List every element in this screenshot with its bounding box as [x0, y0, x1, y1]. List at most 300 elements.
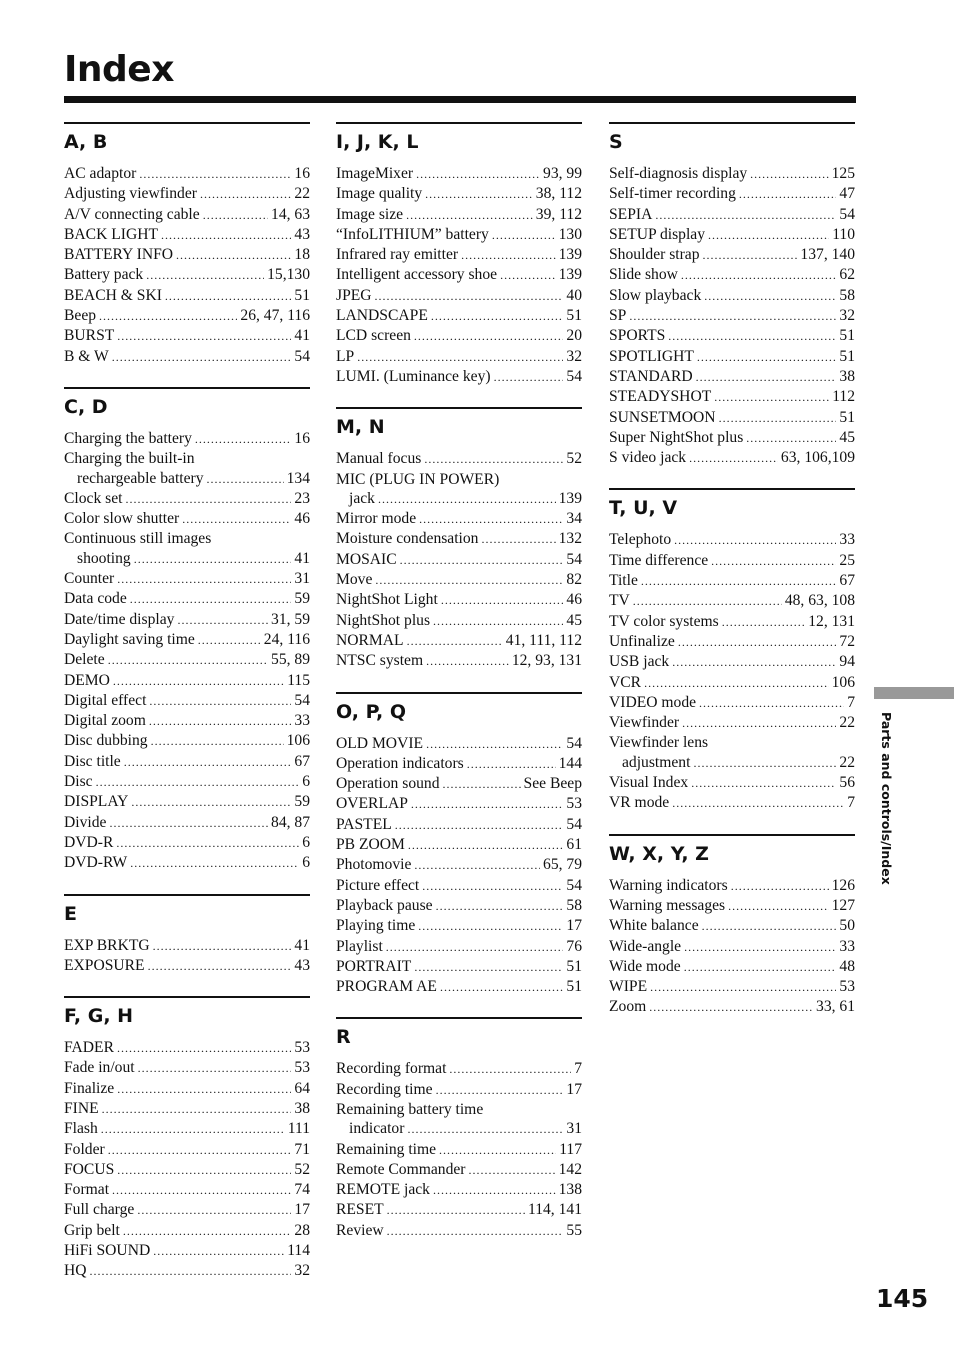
entry-pages: 32	[566, 347, 582, 365]
index-entry	[609, 265, 855, 285]
index-entry	[64, 225, 310, 245]
index-entry	[609, 306, 855, 326]
leader-dots	[149, 692, 291, 711]
entry-term: Zoom	[609, 998, 647, 1016]
entry-pages: 45	[566, 611, 582, 629]
entry-term: Full charge	[64, 1201, 135, 1219]
entry-pages: 84, 87	[271, 813, 310, 831]
entry-term: Viewfinder lens	[609, 734, 709, 752]
leader-dots	[406, 206, 533, 225]
leader-dots	[414, 856, 540, 875]
index-entry	[64, 549, 310, 569]
leader-dots	[407, 1120, 563, 1139]
index-entry	[64, 1079, 310, 1099]
leader-dots	[668, 327, 836, 346]
leader-dots	[117, 1080, 291, 1099]
entry-pages: 16	[294, 429, 310, 447]
entry-term: Wide-angle	[609, 937, 682, 955]
section-heading: F, G, H	[64, 1005, 134, 1028]
section-heading: M, N	[336, 416, 385, 439]
entry-pages: 58	[839, 286, 855, 304]
entry-term: TV color systems	[609, 612, 719, 630]
entry-term: Review	[336, 1221, 384, 1239]
entry-term: Adjusting viewfinder	[64, 185, 197, 203]
leader-dots	[424, 450, 563, 469]
index-section	[64, 894, 310, 977]
index-entry	[64, 630, 310, 650]
leader-dots	[116, 834, 299, 853]
entry-pages: 106	[831, 673, 855, 691]
leader-dots	[161, 226, 291, 245]
entry-pages: 12, 131	[808, 612, 855, 630]
leader-dots	[672, 794, 844, 813]
entry-term: LUMI. (Luminance key)	[336, 367, 491, 385]
leader-dots	[689, 449, 778, 468]
index-entry	[64, 569, 310, 589]
entry-term: Self-diagnosis display	[609, 165, 748, 182]
entry-pages: 46	[566, 591, 582, 609]
leader-dots	[433, 1181, 556, 1200]
entry-pages: 28	[294, 1221, 310, 1239]
leader-dots	[386, 938, 564, 957]
leader-dots	[439, 1141, 556, 1160]
entry-term: PROGRAM AE	[336, 978, 437, 996]
index-entry	[609, 591, 855, 611]
leader-dots	[449, 1060, 571, 1079]
leader-dots	[108, 651, 268, 670]
leader-dots	[378, 490, 556, 509]
entry-term: Charging the built-in	[64, 450, 195, 468]
entry-term: Remaining battery time	[336, 1100, 484, 1118]
index-entry	[64, 1261, 310, 1281]
leader-dots	[678, 633, 837, 652]
entry-term: Operation sound	[336, 775, 440, 793]
index-entry	[336, 876, 582, 896]
index-entry	[336, 590, 582, 610]
entry-term: PASTEL	[336, 815, 392, 833]
entry-pages: 125	[831, 165, 855, 182]
index-section	[64, 122, 310, 367]
leader-dots	[467, 755, 556, 774]
index-entry	[64, 489, 310, 509]
leader-dots	[728, 897, 829, 916]
entry-pages: 7	[574, 1060, 582, 1078]
entry-term: Intelligent accessory shoe	[336, 266, 498, 284]
entry-term: VR mode	[609, 794, 670, 812]
entry-term: Time difference	[609, 551, 709, 569]
leader-dots	[387, 1222, 564, 1241]
leader-dots	[198, 631, 261, 650]
entry-term: Disc	[64, 773, 93, 791]
index-entry	[64, 936, 310, 956]
index-entry	[336, 449, 582, 469]
index-entry	[336, 367, 582, 387]
entry-pages: 54	[566, 734, 582, 752]
index-entry	[609, 448, 855, 468]
entry-term: rechargeable battery	[77, 469, 204, 487]
entry-pages: 6	[302, 773, 310, 791]
entry-term: HiFi SOUND	[64, 1242, 151, 1260]
index-entry	[336, 1059, 582, 1079]
index-entry	[609, 205, 855, 225]
index-entry	[336, 916, 582, 936]
entry-pages: 43	[294, 225, 310, 243]
entry-term: Daylight saving time	[64, 630, 195, 648]
index-entry	[609, 977, 855, 997]
index-entry	[609, 693, 855, 713]
leader-dots	[375, 571, 563, 590]
entry-pages: 67	[839, 572, 855, 590]
entry-pages: 23	[294, 489, 310, 507]
index-entry	[609, 673, 855, 693]
leader-dots	[461, 246, 556, 265]
entry-term: Playlist	[336, 937, 383, 955]
leader-dots	[702, 917, 837, 936]
entry-term: EXPOSURE	[64, 956, 145, 974]
index-entry	[336, 1119, 582, 1139]
index-entry	[609, 530, 855, 550]
entry-pages: 139	[558, 489, 582, 507]
entry-term: Unfinalize	[609, 632, 675, 650]
index-entry	[64, 429, 310, 449]
entry-pages: 67	[294, 752, 310, 770]
entry-pages: 41, 111, 112	[505, 631, 582, 649]
entry-pages: 24, 116	[263, 630, 310, 648]
leader-dots	[411, 795, 563, 814]
leader-dots	[697, 348, 837, 367]
index-entry	[64, 1058, 310, 1078]
entry-term: FOCUS	[64, 1160, 115, 1178]
index-entry	[64, 265, 310, 285]
entry-term: DEMO	[64, 671, 110, 689]
leader-dots	[714, 388, 829, 407]
entry-term: Folder	[64, 1140, 105, 1158]
entry-pages: 22	[839, 753, 855, 771]
index-column-1	[64, 122, 310, 1302]
entry-pages: 17	[566, 917, 582, 935]
entry-pages: 94	[839, 653, 855, 671]
entry-pages: 33	[294, 712, 310, 730]
index-entry	[336, 265, 582, 285]
entry-term: LANDSCAPE	[336, 307, 428, 325]
entry-pages: 22	[294, 185, 310, 203]
entry-term: EXP BRKTG	[64, 936, 150, 954]
index-column-2	[336, 122, 582, 1261]
entry-term: ImageMixer	[336, 165, 414, 182]
entry-pages: 58	[566, 896, 582, 914]
entry-pages: 62	[839, 266, 855, 284]
leader-dots	[672, 653, 836, 672]
entry-term: MOSAIC	[336, 550, 397, 568]
entry-term: Title	[609, 572, 638, 590]
leader-dots	[633, 592, 782, 611]
entry-term: BACK LIGHT	[64, 225, 158, 243]
entry-term: Remaining time	[336, 1140, 437, 1158]
leader-dots	[117, 1039, 291, 1058]
entry-term: Telephoto	[609, 531, 672, 549]
entry-pages: 52	[566, 450, 582, 468]
entry-pages: 32	[839, 307, 855, 325]
index-entry	[609, 937, 855, 957]
entry-pages: 17	[566, 1080, 582, 1098]
leader-dots	[419, 510, 563, 529]
index-entry	[609, 571, 855, 591]
entry-pages: 65, 79	[543, 856, 582, 874]
leader-dots	[691, 774, 836, 793]
entry-term: Grip belt	[64, 1221, 120, 1239]
index-section	[336, 1017, 582, 1241]
leader-dots	[425, 185, 533, 204]
entry-term: REMOTE jack	[336, 1181, 430, 1199]
entry-pages: 54	[294, 347, 310, 365]
entry-pages: 48, 63, 108	[784, 592, 855, 610]
entry-term: Image quality	[336, 185, 423, 203]
index-entry	[336, 774, 582, 794]
index-entry	[64, 610, 310, 630]
entry-pages: 93, 99	[543, 165, 582, 182]
entry-pages: 6	[302, 854, 310, 872]
index-column-3	[609, 122, 855, 1038]
leader-dots	[139, 165, 291, 184]
index-entry	[336, 977, 582, 997]
entry-pages: 54	[566, 815, 582, 833]
leader-dots	[711, 552, 836, 571]
entry-pages: 54	[566, 550, 582, 568]
page-title: Index	[64, 49, 174, 90]
index-entry	[336, 1200, 582, 1220]
leader-dots	[440, 978, 563, 997]
entry-pages: 54	[566, 367, 582, 385]
index-entry	[64, 469, 310, 489]
leader-dots	[693, 754, 836, 773]
leader-dots	[426, 735, 563, 754]
leader-dots	[641, 572, 837, 591]
entry-term: Warning indicators	[609, 876, 728, 894]
leader-dots	[134, 550, 292, 569]
leader-dots	[117, 327, 291, 346]
entry-term: Digital zoom	[64, 712, 146, 730]
leader-dots	[176, 246, 291, 265]
index-entry	[609, 225, 855, 245]
leader-dots	[117, 570, 291, 589]
index-entry	[609, 347, 855, 367]
index-entry	[336, 245, 582, 265]
index-entry	[64, 731, 310, 751]
entry-term: STEADYSHOT	[609, 388, 712, 406]
index-entry	[64, 326, 310, 346]
entry-pages: 132	[558, 530, 582, 548]
leader-dots	[207, 470, 284, 489]
entry-pages: 110	[832, 225, 855, 243]
index-entry	[609, 612, 855, 632]
entry-pages: 59	[294, 793, 310, 811]
entry-term: Data code	[64, 590, 127, 608]
entry-pages: 33	[839, 531, 855, 549]
entry-term: Clock set	[64, 489, 123, 507]
section-heading: A, B	[64, 131, 108, 153]
entry-term: Charging the battery	[64, 429, 192, 447]
leader-dots	[699, 694, 844, 713]
index-entry	[336, 1160, 582, 1180]
leader-dots	[436, 1081, 564, 1100]
entry-term: USB jack	[609, 653, 670, 671]
index-section	[609, 122, 855, 468]
entry-term: AC adaptor	[64, 165, 137, 182]
index-entry	[64, 589, 310, 609]
entry-term: Digital effect	[64, 691, 147, 709]
page-number: 145	[876, 1284, 929, 1313]
index-entry	[609, 876, 855, 896]
leader-dots	[148, 957, 292, 976]
leader-dots	[431, 307, 564, 326]
index-entry	[336, 1080, 582, 1100]
leader-dots	[137, 1201, 291, 1220]
entry-term: Picture effect	[336, 876, 420, 894]
index-entry	[336, 896, 582, 916]
leader-dots	[400, 551, 564, 570]
entry-term: Self-timer recording	[609, 185, 736, 203]
leader-dots	[696, 368, 837, 387]
index-entry	[64, 792, 310, 812]
section-heading: O, P, Q	[336, 700, 406, 723]
index-entry	[64, 286, 310, 306]
index-section	[609, 488, 855, 813]
entry-pages: 134	[286, 469, 310, 487]
index-entry	[609, 367, 855, 387]
entry-term: Beep	[64, 307, 97, 325]
entry-term: Divide	[64, 813, 107, 831]
index-entry	[336, 754, 582, 774]
entry-pages: 51	[566, 307, 582, 325]
leader-dots	[149, 712, 292, 731]
entry-pages: 59	[294, 590, 310, 608]
index-entry	[609, 632, 855, 652]
leader-dots	[117, 1161, 291, 1180]
leader-dots	[408, 836, 564, 855]
entry-term: STANDARD	[609, 367, 693, 385]
leader-dots	[739, 185, 837, 204]
entry-pages: 31	[294, 570, 310, 588]
index-entry	[336, 489, 582, 509]
entry-pages: 41	[294, 936, 310, 954]
entry-pages: 45	[839, 428, 855, 446]
leader-dots	[500, 266, 556, 285]
index-entry	[64, 671, 310, 691]
entry-pages: 117	[559, 1140, 582, 1158]
entry-term: FADER	[64, 1039, 114, 1057]
entry-term: SETUP display	[609, 225, 706, 243]
leader-dots	[418, 917, 563, 936]
index-entry	[336, 347, 582, 367]
index-entry	[64, 711, 310, 731]
entry-pages: 55, 89	[271, 651, 310, 669]
leader-dots	[195, 430, 292, 449]
entry-pages: 14, 63	[271, 205, 310, 223]
entry-term: Continuous still images	[64, 530, 212, 548]
entry-term: RESET	[336, 1201, 384, 1219]
index-entry	[336, 611, 582, 631]
entry-pages: 41	[294, 327, 310, 345]
leader-dots	[414, 958, 563, 977]
entry-pages: 18	[294, 246, 310, 264]
index-section	[609, 834, 855, 1018]
entry-term: SP	[609, 307, 627, 325]
leader-dots	[414, 327, 563, 346]
index-entry	[64, 1038, 310, 1058]
leader-dots	[113, 672, 284, 691]
index-entry	[609, 997, 855, 1017]
leader-dots	[731, 877, 829, 896]
entry-term: JPEG	[336, 286, 372, 304]
index-section	[336, 692, 582, 998]
entry-pages: 137, 140	[800, 246, 855, 264]
leader-dots	[703, 246, 798, 265]
entry-pages: 34	[566, 510, 582, 528]
leader-dots	[125, 490, 291, 509]
leader-dots	[746, 429, 836, 448]
entry-term: Finalize	[64, 1079, 115, 1097]
entry-term: OVERLAP	[336, 795, 408, 813]
entry-term: DVD-RW	[64, 854, 128, 872]
entry-pages: 82	[566, 571, 582, 589]
index-entry	[64, 956, 310, 976]
index-entry	[336, 631, 582, 651]
entry-term: Date/time display	[64, 610, 175, 628]
entry-pages: 115	[287, 671, 310, 689]
index-entry	[609, 164, 855, 184]
leader-dots	[681, 266, 837, 285]
leader-dots	[722, 613, 805, 632]
index-entry	[336, 1221, 582, 1241]
entry-term: PB ZOOM	[336, 836, 405, 854]
entry-term: indicator	[349, 1120, 405, 1138]
index-entry	[609, 428, 855, 448]
leader-dots	[416, 165, 540, 184]
section-heading: S	[609, 131, 623, 153]
index-entry	[64, 1099, 310, 1119]
index-entry	[336, 651, 582, 671]
index-entry	[609, 551, 855, 571]
entry-pages: 33, 61	[816, 998, 855, 1016]
leader-dots	[200, 185, 291, 204]
entry-term: SUNSETMOON	[609, 408, 716, 426]
leader-dots	[719, 409, 837, 428]
entry-term: BATTERY INFO	[64, 246, 174, 264]
entry-term: Slow playback	[609, 286, 702, 304]
entry-term: NightShot Light	[336, 591, 438, 609]
entry-pages: 20	[566, 327, 582, 345]
entry-pages: 114, 141	[528, 1201, 582, 1219]
index-entry	[609, 713, 855, 733]
index-entry	[64, 1200, 310, 1220]
entry-pages: 12, 93, 131	[511, 652, 582, 670]
entry-term: HQ	[64, 1262, 87, 1280]
index-entry	[609, 652, 855, 672]
index-entry	[609, 286, 855, 306]
entry-term: Super NightShot plus	[609, 428, 744, 446]
entry-pages: 40	[566, 286, 582, 304]
index-entry	[336, 550, 582, 570]
entry-pages: 51	[566, 978, 582, 996]
leader-dots	[130, 590, 292, 609]
entry-pages: 15,130	[267, 266, 310, 284]
leader-dots	[443, 775, 521, 794]
entry-term: Battery pack	[64, 266, 144, 284]
entry-term: shooting	[77, 549, 131, 567]
leader-dots	[146, 266, 264, 285]
index-entry	[609, 387, 855, 407]
index-entry	[336, 855, 582, 875]
